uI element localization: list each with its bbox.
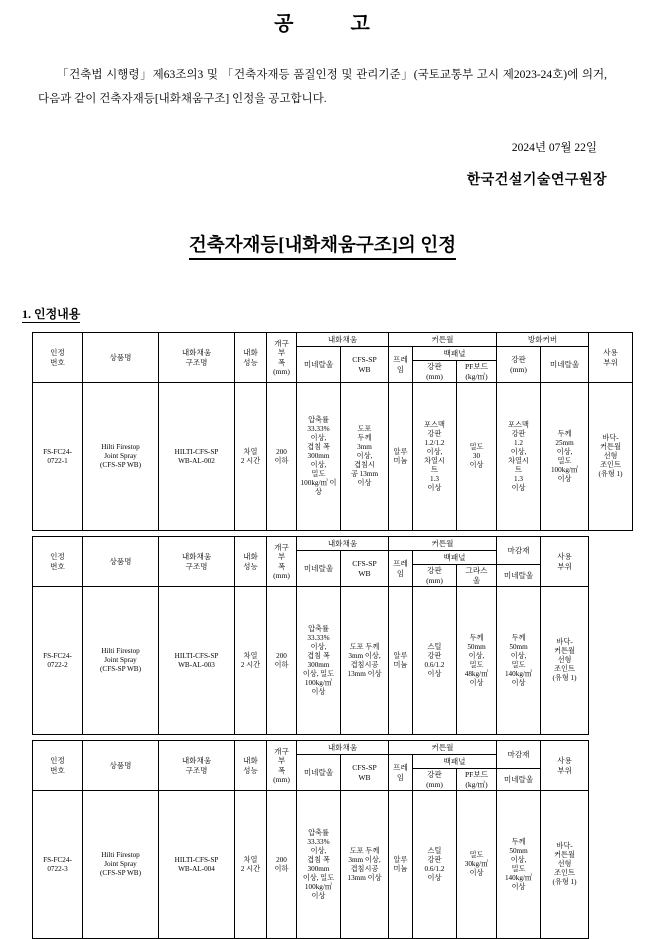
cell-mineral-wool: 압축률 33.33% 이상, 겹침 폭 300mm 이상, 밀도 100kg/㎥ 이상 <box>297 587 341 735</box>
cell-glass-wool: 두께 50mm 이상, 밀도 48kg/㎥ 이상 <box>457 587 497 735</box>
header-cover-steel-mm: 강판 (mm) <box>497 347 541 383</box>
cell-usage-area: 바닥- 커튼월 선형 조인트 (유형 1) <box>589 383 633 531</box>
header-group-fill: 내화채움 <box>297 537 389 551</box>
header-group-firecover: 방화커버 <box>497 333 589 347</box>
header-group-finishing: 마감재 <box>497 741 541 769</box>
cell-cover-steel: 포스맥 강판 1.2 이상, 차열시 트 1.3 이상 <box>497 383 541 531</box>
header-group-curtainwall: 커튼월 <box>389 741 497 755</box>
issuer-name: 한국건설기술연구원장 <box>466 173 607 189</box>
header-group-curtainwall: 커튼월 <box>389 333 497 347</box>
header-cfs-sp-wb: CFS-SP WB <box>341 755 389 791</box>
header-fire-performance: 내화 성능 <box>235 333 267 383</box>
cell-fire-performance: 차열 2 시간 <box>235 791 267 939</box>
table-row <box>33 791 633 939</box>
header-structure-name: 내화채움 구조명 <box>159 333 235 383</box>
header-id-no: 인정 번호 <box>33 333 83 383</box>
header-pf-board: PF보드 (kg/㎥) <box>457 361 497 383</box>
cell-opening-width: 200 이하 <box>267 587 297 735</box>
cell-frame: 알루 미늄 <box>389 791 413 939</box>
cell-cfs-sp-wb: 도포 두께 3mm 이상, 겹침시공 13mm 이상 <box>341 587 389 735</box>
header-back-panel: 백패널 <box>413 347 497 361</box>
cell-finishing-mineral-wool: 두께 50mm 이상, 밀도 140kg/㎥ 이상 <box>497 587 541 735</box>
header-steel-plate-mm: 강판 (mm) <box>413 361 457 383</box>
cell-product-name: Hilti Firestop Joint Spray (CFS-SP WB) <box>83 383 159 531</box>
header-product-name: 상품명 <box>83 333 159 383</box>
cell-id-no: FS-FC24- 0722-2 <box>33 587 83 735</box>
header-opening-width: 개구 부 폭 (mm) <box>267 741 297 791</box>
cell-mineral-wool: 압축률 33.33% 이상, 겹침 폭 300mm 이상, 밀도 100kg/㎥ 이상 <box>297 383 341 531</box>
header-mineral-wool: 미네랄울 <box>297 755 341 791</box>
header-back-panel: 백패널 <box>413 551 497 565</box>
accreditation-table-wrap <box>32 332 623 939</box>
table-header-row-groups <box>33 741 633 755</box>
main-title <box>0 231 645 257</box>
cell-frame: 알루 미늄 <box>389 587 413 735</box>
main-title-text: 건축자재등[내화채움구조]의 인정 <box>189 236 456 260</box>
header-structure-name: 내화채움 구조명 <box>159 537 235 587</box>
header-cfs-sp-wb: CFS-SP WB <box>341 551 389 587</box>
table-header-row-groups <box>33 333 633 347</box>
header-frame: 프레 임 <box>389 551 413 587</box>
header-id-no: 인정 번호 <box>33 537 83 587</box>
cell-steel-plate: 스틸 강판 0.6/1.2 이상 <box>413 791 457 939</box>
header-frame: 프레 임 <box>389 755 413 791</box>
header-steel-plate-mm: 강판 (mm) <box>413 565 457 587</box>
header-cover-mineral-wool: 미네랄울 <box>541 347 589 383</box>
intro-text: 「건축법 시행령」제63조의3 및 「건축자재등 품질인정 및 관리기준」(국토교통부 고시 제2023-24호)에 의거, 다음과 같이 건축자재등[내화채움구조] 인정을 공고합니다. <box>38 69 607 105</box>
header-frame: 프레 임 <box>389 347 413 383</box>
header-product-name: 상품명 <box>83 537 159 587</box>
cell-structure-name: HILTI-CFS-SP WB-AL-003 <box>159 587 235 735</box>
header-mineral-wool: 미네랄울 <box>297 347 341 383</box>
header-back-panel: 백패널 <box>413 755 497 769</box>
header-pf-board: PF보드 (kg/㎥) <box>457 769 497 791</box>
section-label <box>22 305 645 322</box>
cell-cfs-sp-wb: 도포 두께 3mm 이상, 겹침시 공 13mm 이상 <box>341 383 389 531</box>
issue-date: 2024년 07월 22일 <box>511 142 597 155</box>
header-opening-width: 개구 부 폭 (mm) <box>267 333 297 383</box>
header-fire-performance: 내화 성능 <box>235 537 267 587</box>
header-cfs-sp-wb: CFS-SP WB <box>341 347 389 383</box>
cell-opening-width: 200 이하 <box>267 791 297 939</box>
cell-finishing-mineral-wool: 두께 50mm 이상, 밀도 140kg/㎥ 이상 <box>497 791 541 939</box>
page-title-left: 공 <box>274 13 295 35</box>
cell-mineral-wool: 압축률 33.33% 이상, 겹침 폭 300mm 이상, 밀도 100kg/㎥ 이상 <box>297 791 341 939</box>
header-fire-performance: 내화 성능 <box>235 741 267 791</box>
header-usage-area: 사용 부위 <box>541 537 589 587</box>
cell-usage-area: 바닥- 커튼월 선형 조인트 (유형 1) <box>541 791 589 939</box>
page-title-right: 고 <box>350 13 371 35</box>
cell-usage-area: 바닥- 커튼월 선형 조인트 (유형 1) <box>541 587 589 735</box>
table-row <box>33 587 633 735</box>
cell-cover-mineral-wool: 두께 25mm 이상, 밀도 100kg/㎥ 이상 <box>541 383 589 531</box>
cell-id-no: FS-FC24- 0722-3 <box>33 791 83 939</box>
header-group-fill: 내화채움 <box>297 741 389 755</box>
intro-paragraph <box>38 64 607 111</box>
cell-id-no: FS-FC24- 0722-1 <box>33 383 83 531</box>
cell-pf-board: 밀도 30 이상 <box>457 383 497 531</box>
header-group-curtainwall: 커튼월 <box>389 537 497 551</box>
cell-product-name: Hilti Firestop Joint Spray (CFS-SP WB) <box>83 791 159 939</box>
cell-fire-performance: 차열 2 시간 <box>235 587 267 735</box>
header-glass-wool: 그라스 울 <box>457 565 497 587</box>
header-mineral-wool: 미네랄울 <box>297 551 341 587</box>
header-steel-plate-mm: 강판 (mm) <box>413 769 457 791</box>
cell-product-name: Hilti Firestop Joint Spray (CFS-SP WB) <box>83 587 159 735</box>
page-title <box>0 0 645 36</box>
header-opening-width: 개구 부 폭 (mm) <box>267 537 297 587</box>
cell-pf-board: 밀도 30kg/㎥ 이상 <box>457 791 497 939</box>
header-group-fill: 내화채움 <box>297 333 389 347</box>
header-usage-area: 사용 부위 <box>589 333 633 383</box>
cell-structure-name: HILTI-CFS-SP WB-AL-002 <box>159 383 235 531</box>
cell-fire-performance: 차열 2 시간 <box>235 383 267 531</box>
accreditation-table <box>32 332 633 939</box>
header-group-finishing: 마감재 <box>497 537 541 565</box>
header-structure-name: 내화채움 구조명 <box>159 741 235 791</box>
header-id-no: 인정 번호 <box>33 741 83 791</box>
cell-frame: 알루 미늄 <box>389 383 413 531</box>
header-usage-area: 사용 부위 <box>541 741 589 791</box>
cell-opening-width: 200 이하 <box>267 383 297 531</box>
section-label-text: 1. 인정내용 <box>22 307 81 322</box>
header-product-name: 상품명 <box>83 741 159 791</box>
cell-cfs-sp-wb: 도포 두께 3mm 이상, 겹침시공 13mm 이상 <box>341 791 389 939</box>
cell-structure-name: HILTI-CFS-SP WB-AL-004 <box>159 791 235 939</box>
table-header-row-groups <box>33 537 633 551</box>
cell-steel-plate: 스틸 강판 0.6/1.2 이상 <box>413 587 457 735</box>
header-finishing-mineral-wool: 미네랄울 <box>497 769 541 791</box>
cell-steel-plate: 포스맥 강판 1.2/1.2 이상, 차열시 트 1.3 이상 <box>413 383 457 531</box>
table-row <box>33 383 633 531</box>
header-finishing-mineral-wool: 미네랄울 <box>497 565 541 587</box>
